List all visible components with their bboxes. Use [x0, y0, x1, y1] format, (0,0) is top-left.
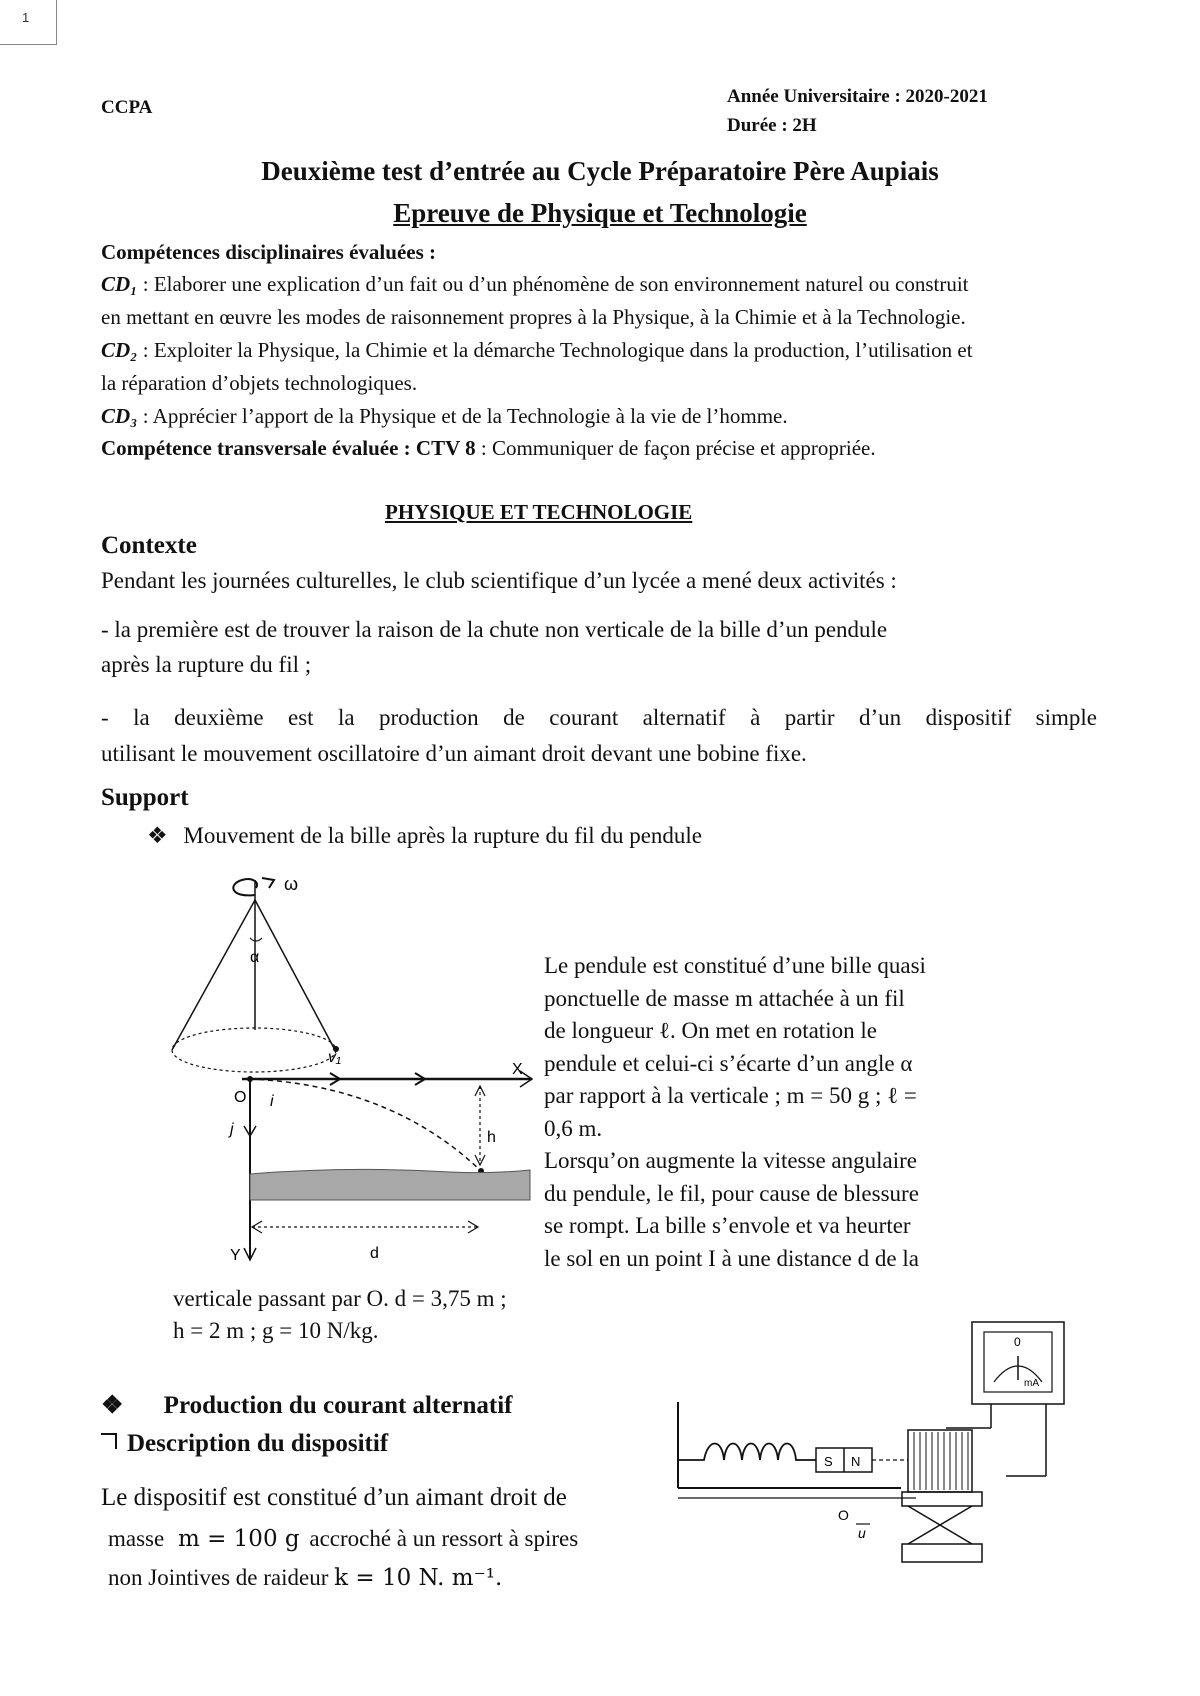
- spring: [678, 1444, 816, 1461]
- pendulum-line: de longueur ℓ. On met en rotation le: [544, 1018, 877, 1043]
- label-v1: v₁: [328, 1049, 342, 1066]
- label-j: j: [230, 1121, 234, 1138]
- pendulum-continuation-1: verticale passant par O. d = 3,75 m ;: [173, 1286, 507, 1311]
- magnet-north-label: N: [851, 1454, 861, 1469]
- section-title: PHYSIQUE ET TECHNOLOGIE: [385, 500, 693, 524]
- rotation-arrow-icon: [233, 879, 257, 895]
- pendulum-continuation-2: h = 2 m ; g = 10 N/kg.: [173, 1318, 379, 1343]
- meter-zero-label: 0: [1014, 1335, 1021, 1349]
- trajectory: [250, 1079, 480, 1170]
- transversal-label: Compétence transversale évaluée : CTV 8: [101, 436, 476, 460]
- device-line2-b: accroché à un ressort à spires: [309, 1526, 579, 1551]
- support-item1: [147, 823, 702, 849]
- contexte-heading: Contexte: [101, 532, 197, 559]
- transversal-competence: [101, 436, 876, 461]
- coil-windings: [914, 1432, 968, 1490]
- meter-unit-label: mA: [1024, 1378, 1039, 1389]
- cd3-line: [101, 404, 788, 429]
- transversal-text: : Communiquer de façon précise et appropriée.: [475, 436, 876, 460]
- contexte-item2-line2: utilisant le mouvement oscillatoire d’un aimant droit devant une bobine fixe.: [101, 741, 807, 766]
- pendulum-figure: [150, 870, 540, 1270]
- cone-left-edge: [172, 900, 255, 1050]
- pendulum-line: le sol en un point I à une distance d de la: [544, 1245, 919, 1271]
- contexte-item2-line1: - la deuxième est la production de courant alternatif à partir d’un dispositif simple: [101, 705, 1097, 730]
- cd2-line1: [101, 338, 973, 363]
- magnet-south-label: S: [824, 1454, 833, 1469]
- contexte-intro: Pendant les journées culturelles, le club scientifique d’un lycée a mené deux activités :: [101, 568, 897, 593]
- pendulum-line: du pendule, le fil, pour cause de blessure: [544, 1180, 919, 1206]
- bullet-icon: ❖: [147, 823, 168, 848]
- pendulum-line: 0,6 m.: [544, 1115, 603, 1141]
- label-x: X: [512, 1061, 523, 1078]
- label-i: i: [270, 1093, 274, 1110]
- coil-stand: [908, 1506, 972, 1544]
- academic-year: Année Universitaire : 2020-2021: [727, 86, 988, 107]
- label-d: d: [370, 1245, 379, 1262]
- device-origin-label: O: [838, 1507, 849, 1523]
- label-alpha: α: [250, 949, 260, 966]
- support-item2: [101, 1390, 513, 1420]
- cd2-text-1: : Exploiter la Physique, la Chimie et la démarche Technologique dans la production, l’utilisation et: [137, 338, 973, 362]
- page-number-tab: [0, 0, 57, 45]
- device-line3: [108, 1565, 502, 1591]
- pendulum-thread: [255, 900, 335, 1050]
- device-unit-vector-label: u: [858, 1525, 866, 1541]
- angle-arc: [250, 938, 262, 941]
- coil-platform: [902, 1492, 982, 1506]
- cd3-text: : Apprécier l’apport de la Physique et de la Technologie à la vie de l’homme.: [137, 404, 788, 428]
- device-figure: [676, 1320, 1086, 1580]
- pendulum-line: ponctuelle de masse m attachée à un fil: [544, 985, 905, 1011]
- cd1-line2: en mettant en œuvre les modes de raisonnement propres à la Physique, à la Chimie et à la Technologie.: [101, 305, 966, 329]
- pendulum-description: [544, 950, 926, 1275]
- mass-expression: m = 100 g: [177, 1526, 300, 1552]
- pendulum-line: par rapport à la verticale ; m = 50 g ; ℓ =: [544, 1083, 917, 1108]
- device-line1: Le dispositif est constitué d’un aimant droit de: [101, 1484, 567, 1511]
- label-y: Y: [230, 1247, 241, 1264]
- page-subtitle: Epreuve de Physique et Technologie: [393, 198, 807, 228]
- exam-duration: Durée : 2H: [727, 115, 817, 136]
- page-number: 1: [22, 10, 30, 25]
- competences-heading: Compétences disciplinaires évaluées :: [101, 240, 436, 264]
- device-line3-a: non Jointives de raideur: [108, 1565, 329, 1590]
- pendulum-line: se rompt. La bille s’envole et va heurter: [544, 1213, 911, 1238]
- cd2-line2: la réparation d’objets technologiques.: [101, 371, 418, 395]
- support-item2-text: Production du courant alternatif: [163, 1392, 513, 1419]
- cd3-label: CD₃: [101, 404, 138, 428]
- page-title: Deuxième test d’entrée au Cycle Préparatoire Père Aupiais: [261, 156, 939, 186]
- ground: [250, 1169, 530, 1200]
- cd1-text-1: : Elaborer une explication d’un fait ou d’un phénomène de son environnement naturel ou construit: [137, 272, 969, 296]
- label-origin: O: [234, 1089, 247, 1106]
- cd1-label: CD₁: [101, 272, 138, 296]
- stiffness-expression: k = 10 N. m⁻¹.: [334, 1565, 503, 1591]
- device-line2-a: masse: [108, 1526, 165, 1551]
- support-heading: Support: [101, 784, 189, 811]
- contexte-item1-line1: - la première est de trouver la raison de la chute non verticale de la bille d’un pendule: [101, 617, 888, 642]
- label-h: h: [487, 1129, 496, 1146]
- bullet-icon: ❖: [101, 1392, 124, 1419]
- school-name: CCPA: [101, 97, 153, 118]
- stand-base: [902, 1544, 982, 1562]
- pendulum-line: Le pendule est constitué d’une bille quasi: [544, 953, 926, 978]
- label-omega: ω: [284, 874, 299, 894]
- description-heading-text: Description du dispositif: [127, 1430, 389, 1457]
- device-line2: [108, 1526, 578, 1552]
- support-item1-text: Mouvement de la bille après la rupture du fil du pendule: [183, 823, 702, 848]
- description-heading: [101, 1430, 388, 1458]
- rotation-arrowhead: [262, 878, 274, 888]
- pendulum-line: Lorsqu’on augmente la vitesse angulaire: [544, 1148, 917, 1173]
- corner-bracket-icon: [101, 1433, 117, 1449]
- contexte-item1-line2: après la rupture du fil ;: [101, 652, 312, 677]
- cd2-label: CD₂: [101, 338, 138, 362]
- pendulum-line: pendule et celui-ci s’écarte d’un angle α: [544, 1050, 913, 1076]
- rotation-circle: [172, 1028, 336, 1072]
- cd1-line1: [101, 272, 969, 297]
